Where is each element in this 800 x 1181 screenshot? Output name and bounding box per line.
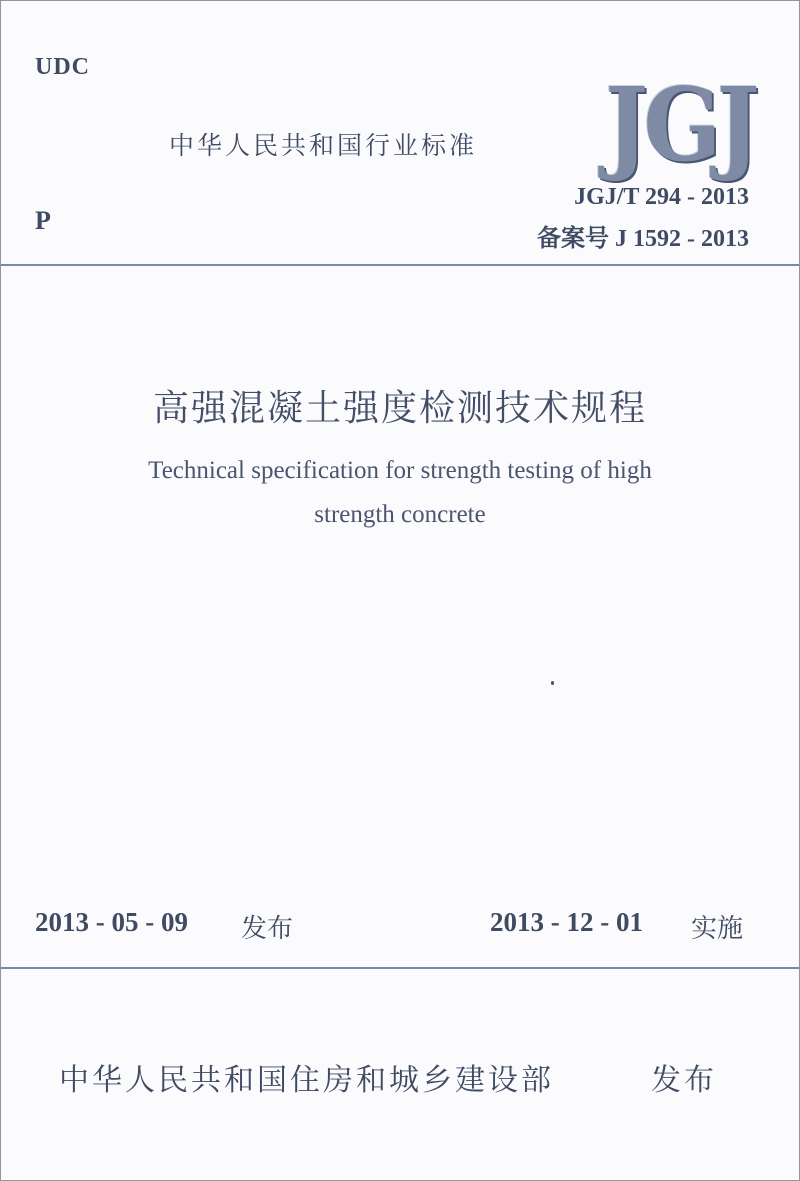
- print-speck: [551, 681, 554, 685]
- title-english-line-2: strength concrete: [314, 501, 486, 528]
- publisher-action: 发布: [651, 1063, 717, 1098]
- title-english: [1, 449, 799, 537]
- record-number: 备案号 J 1592 - 2013: [537, 226, 749, 252]
- category-letter: P: [35, 206, 51, 235]
- top-divider: [1, 264, 799, 266]
- issue-date: 2013 - 05 - 09: [35, 907, 188, 937]
- standard-number: JGJ/T 294 - 2013: [574, 184, 749, 210]
- publisher-name: 中华人民共和国住房和城乡建设部: [59, 1063, 554, 1098]
- effective-label: 实施: [691, 914, 744, 944]
- jgj-logo: JGJ: [605, 65, 755, 185]
- udc-label: UDC: [35, 54, 90, 80]
- standard-level: 中华人民共和国行业标准: [169, 131, 478, 160]
- title-chinese: 高强混凝土强度检测技术规程: [152, 388, 647, 429]
- title-english-line-1: Technical specification for strength testing of high: [148, 457, 652, 484]
- bottom-divider: [1, 967, 799, 969]
- effective-date: 2013 - 12 - 01: [490, 907, 643, 937]
- issue-label: 发布: [241, 914, 294, 944]
